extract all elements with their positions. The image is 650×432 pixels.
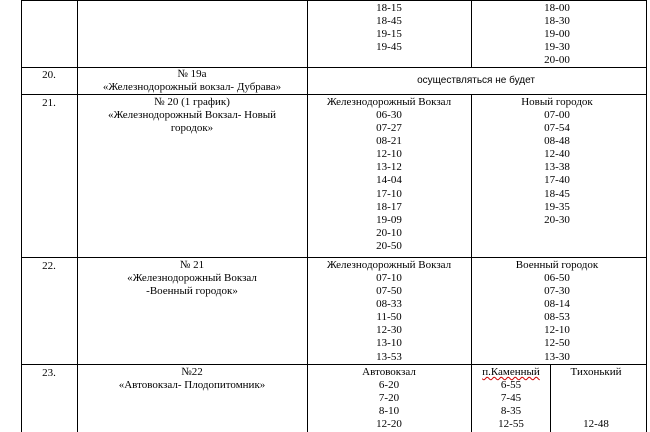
grid-line xyxy=(471,0,472,67)
times-column-2: 06-50 07-30 08-14 08-53 12-10 12-50 13-30 xyxy=(544,272,570,363)
column-header: п.Каменный xyxy=(482,366,540,378)
column-header: Тихонький xyxy=(570,366,622,378)
route-name: -Военный городок» xyxy=(146,285,238,297)
route-number: №22 xyxy=(181,366,203,378)
row-number: 21. xyxy=(42,97,56,109)
route-number: № 21 xyxy=(179,259,205,271)
time-cell: 12-48 xyxy=(583,418,609,430)
grid-line xyxy=(646,0,647,432)
row-number: 22. xyxy=(42,260,56,272)
route-name: «Железнодорожный вокзал- Дубрава» xyxy=(102,81,282,93)
times-column-1: 18-15 18-45 19-15 19-45 xyxy=(376,2,402,54)
times-column-1: 6-20 7-20 8-10 12-20 xyxy=(376,379,402,431)
column-header: Железнодорожный Вокзал xyxy=(326,96,452,108)
grid-line xyxy=(550,364,551,432)
grid-line xyxy=(21,257,647,258)
grid-line xyxy=(21,0,22,432)
grid-line xyxy=(307,0,308,432)
route-number: № 19а xyxy=(177,68,207,80)
grid-line xyxy=(21,364,647,365)
times-column-2a: 6-55 7-45 8-35 12-55 xyxy=(498,379,524,431)
column-header: Железнодорожный Вокзал xyxy=(326,259,452,271)
route-name: городок» xyxy=(170,122,214,134)
times-column-1: 06-30 07-27 08-21 12-10 13-12 14-04 17-10 18-17 19-09 20-10 20-50 xyxy=(376,109,402,252)
route-name: «Автовокзал- Плодопитомник» xyxy=(118,379,266,391)
route-status-note: осуществляться не будет xyxy=(417,75,535,86)
grid-line xyxy=(77,0,78,432)
column-header: Военный городок xyxy=(515,259,599,271)
route-number: № 20 (1 график) xyxy=(154,96,230,108)
grid-line xyxy=(21,0,647,1)
times-column-1: 07-10 07-50 08-33 11-50 12-30 13-10 13-53 xyxy=(376,272,402,363)
times-column-2: 18-00 18-30 19-00 19-30 20-00 xyxy=(544,2,570,67)
times-column-2: 07-00 07-54 08-48 12-40 13-38 17-40 18-45 19-35 20-30 xyxy=(544,109,570,226)
row-number: 20. xyxy=(42,69,56,81)
route-name: «Железнодорожный Вокзал- Новый xyxy=(107,109,277,121)
column-header: Новый городок xyxy=(521,96,593,108)
grid-line xyxy=(471,94,472,432)
grid-line xyxy=(21,94,647,95)
route-name: «Железнодорожный Вокзал xyxy=(127,272,257,284)
row-number: 23. xyxy=(42,367,56,379)
column-header: Автовокзал xyxy=(362,366,416,378)
